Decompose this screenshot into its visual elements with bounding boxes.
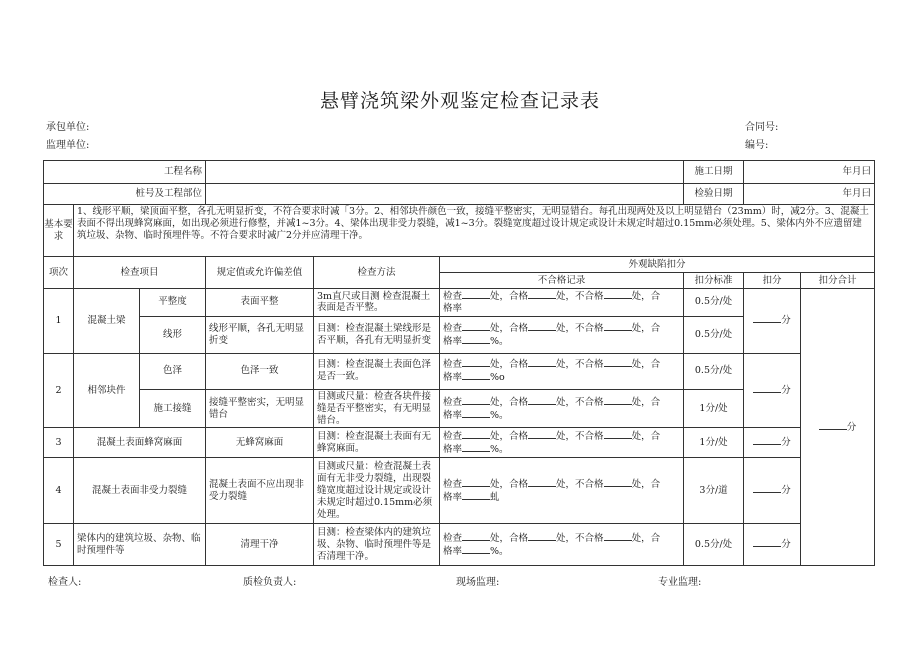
- record-fail: 处，不合格: [556, 431, 604, 442]
- fen-unit: 分: [781, 437, 791, 449]
- fen-unit: 分: [781, 539, 791, 551]
- row-standard: 0.5分/处: [684, 289, 744, 317]
- fen-unit: 分: [846, 421, 857, 433]
- row-standard: 1分/处: [684, 428, 744, 458]
- record-end: 处，合: [631, 359, 661, 371]
- station-label: 桩号及工程部位: [44, 184, 206, 205]
- row-record[interactable]: [440, 524, 684, 566]
- row-method: 目测或尺量：检查混凝土表面有无非受力裂缝，出现裂缝宽度超过设计规定或设计未规定时超过0.15mm必须处理。: [314, 458, 440, 524]
- project-name-value[interactable]: [206, 161, 684, 184]
- row-spec: 表面平整: [206, 289, 314, 317]
- row-sub-item: 线形: [140, 316, 206, 353]
- row-item: 混凝土梁: [74, 289, 140, 354]
- record-end: 处，合: [631, 431, 661, 442]
- row-standard: 3分/道: [684, 458, 744, 524]
- inspection-table: [43, 160, 875, 566]
- record-end: 处，合: [631, 291, 661, 302]
- row-spec: 色泽一致: [206, 353, 314, 389]
- col-record: 不合格记录: [440, 273, 684, 289]
- header-row-project: [44, 161, 875, 184]
- record-pass: 处，合格: [490, 396, 529, 408]
- row-record[interactable]: [440, 289, 684, 317]
- row-record[interactable]: [440, 458, 684, 524]
- table-row: [44, 458, 875, 524]
- station-value[interactable]: [206, 184, 684, 205]
- row-sub-item: 施工接缝: [140, 389, 206, 428]
- row-deduct[interactable]: [744, 428, 801, 458]
- row-method: 3m直尺或目测 检查混凝土表面是否平整。: [314, 289, 440, 317]
- project-name-label: 工程名称: [44, 161, 206, 184]
- col-standard: 扣分标准: [684, 273, 744, 289]
- record-rate: 格率: [443, 372, 463, 384]
- row-method: 目测：检查梁体内的建筑垃圾、杂物、临时预埋件等是否清理干净。: [314, 524, 440, 566]
- basic-requirements-text: 1、线形平顺，梁顶面平整，各孔无明显折变，不符合要求时减「3分。2、相邻块件颜色一致，接缝平整密实，无明显错台。每孔出现两处及以上明显错台（23mm）时，减2分。3、混凝土表面不得出现蜂窝麻面，如出现必须进行修整，并减1~3分。4、梁体出现非受力裂缝，减1~3分。裂缝宽度超过设计规定或设计未规定时超过0.15mm必须处理。5、梁体内外不应遗留建筑垃圾、杂物、临时预埋件等。不符合要求时减广2分并应清理干净。: [74, 205, 875, 257]
- row-deduct[interactable]: [744, 458, 801, 524]
- record-fail: 处，不合格: [556, 322, 604, 334]
- row-sub-item: 平整度: [140, 289, 206, 317]
- row-no: 4: [44, 458, 74, 524]
- record-percent: %。: [490, 409, 509, 421]
- row-spec: 线形平顺，各孔无明显折变: [206, 316, 314, 353]
- record-end: 处，合: [631, 322, 661, 334]
- record-check: 检查: [443, 479, 463, 490]
- col-item: 检查项目: [74, 257, 206, 289]
- record-check: 检查: [443, 322, 463, 334]
- record-percent: %。: [490, 335, 509, 347]
- row-deduct[interactable]: [744, 353, 801, 428]
- row-standard: 0.5分/处: [684, 524, 744, 566]
- col-deduct: 扣分: [744, 273, 801, 289]
- row-spec: 清理干净: [206, 524, 314, 566]
- record-rate: 格率: [443, 545, 463, 557]
- row-method: 目测：检查混凝土表面有无蜂窝麻面。: [314, 428, 440, 458]
- row-sub-item: 色泽: [140, 353, 206, 389]
- row-no: 3: [44, 428, 74, 458]
- row-method: 目测：检查混凝土梁线形是否平顺，各孔有无明显折变: [314, 316, 440, 353]
- record-fail: 处，不合格: [556, 396, 604, 408]
- total-deduct[interactable]: [801, 289, 875, 566]
- record-pass: 处，合格: [490, 359, 529, 371]
- row-item: 混凝土表面非受力裂缝: [74, 458, 206, 524]
- row-standard: 0.5分/处: [684, 353, 744, 389]
- record-pass: 处，合格: [490, 479, 529, 490]
- row-record[interactable]: [440, 389, 684, 428]
- record-fail: 处，不合格: [556, 359, 604, 371]
- fen-unit: 分: [781, 385, 791, 397]
- table-row: [44, 524, 875, 566]
- row-no: 5: [44, 524, 74, 566]
- record-note: 虬: [490, 491, 500, 503]
- col-defect: 外观缺陷扣分: [440, 257, 875, 273]
- row-deduct[interactable]: [744, 524, 801, 566]
- record-fail: 处，不合格: [556, 479, 604, 490]
- fen-unit: 分: [781, 485, 791, 497]
- record-end: 处，合: [631, 479, 661, 490]
- contract-no-label: 合同号:: [745, 122, 779, 133]
- record-check: 检查: [443, 533, 463, 544]
- row-method: 目测或尺量：检查各块件接缝是否平整密实，有无明显错台。: [314, 389, 440, 428]
- inspector-label: 检查人:: [48, 577, 82, 588]
- record-rate: 格率: [443, 409, 463, 421]
- contractor-label: 承包单位:: [46, 122, 90, 133]
- serial-no-label: 编号:: [745, 140, 769, 151]
- inspection-date-label: 检验日期: [684, 184, 744, 205]
- construction-date-label: 施工日期: [684, 161, 744, 184]
- col-spec: 规定值或允许偏差值: [206, 257, 314, 289]
- row-record[interactable]: [440, 353, 684, 389]
- record-pass: 处，合格: [490, 431, 529, 442]
- construction-date-value[interactable]: 年月曰: [744, 161, 875, 184]
- record-check: 检查: [443, 291, 463, 302]
- record-rate: 格率: [443, 302, 463, 314]
- qc-label: 质检负责人:: [243, 577, 297, 588]
- table-row: [44, 428, 875, 458]
- site-supervisor-label: 现场监理:: [456, 577, 500, 588]
- row-no: 1: [44, 289, 74, 354]
- row-record[interactable]: [440, 316, 684, 353]
- record-pass: 处，合格: [490, 533, 529, 544]
- record-end: 处，合: [631, 533, 661, 544]
- row-item: 梁体内的建筑垃圾、杂物、临时预埋件等: [74, 524, 206, 566]
- record-percent: %。: [490, 443, 509, 455]
- row-method: 目测：检查混凝土表面色泽是否一致。: [314, 353, 440, 389]
- col-method: 检查方法: [314, 257, 440, 289]
- col-total: 扣分合计: [801, 273, 875, 289]
- table-row: [44, 353, 875, 389]
- header-row-station: [44, 184, 875, 205]
- fen-unit: 分: [781, 315, 791, 327]
- table-row: [44, 289, 875, 317]
- inspection-date-value[interactable]: 年月曰: [744, 184, 875, 205]
- page-title: 悬臂浇筑梁外观鉴定检查记录表: [319, 90, 600, 112]
- row-spec: 混凝土表面不应出现非受力裂缝: [206, 458, 314, 524]
- row-deduct[interactable]: [744, 289, 801, 354]
- col-no: 项次: [44, 257, 74, 289]
- record-rate: 格率: [443, 491, 463, 503]
- record-check: 检查: [443, 431, 463, 442]
- row-item: 混凝土表面蜂窝麻面: [74, 428, 206, 458]
- record-rate: 格率: [443, 443, 463, 455]
- record-percent: %。: [490, 545, 509, 557]
- row-standard: 1分/处: [684, 389, 744, 428]
- record-rate: 格率: [443, 335, 463, 347]
- pro-supervisor-label: 专业监理:: [658, 577, 702, 588]
- record-pass: 处，合格: [490, 322, 529, 334]
- column-header-row-1: [44, 257, 875, 273]
- row-no: 2: [44, 353, 74, 428]
- basic-requirements-row: [44, 205, 875, 257]
- record-permil: %o: [490, 372, 505, 384]
- record-check: 检查: [443, 359, 463, 371]
- record-check: 检查: [443, 396, 463, 408]
- row-item: 相邻块件: [74, 353, 140, 428]
- record-fail: 处，不合格: [556, 533, 604, 544]
- basic-requirements-label: 基本要求: [44, 205, 74, 257]
- supervisor-label: 监理单位:: [46, 140, 90, 151]
- row-record[interactable]: [440, 428, 684, 458]
- row-spec: 接缝平整密实，无明显错台: [206, 389, 314, 428]
- record-fail: 处，不合格: [556, 291, 604, 302]
- record-pass: 处，合格: [490, 291, 529, 302]
- row-spec: 无蜂窝麻面: [206, 428, 314, 458]
- row-standard: 0.5分/处: [684, 316, 744, 353]
- record-end: 处，合: [631, 396, 661, 408]
